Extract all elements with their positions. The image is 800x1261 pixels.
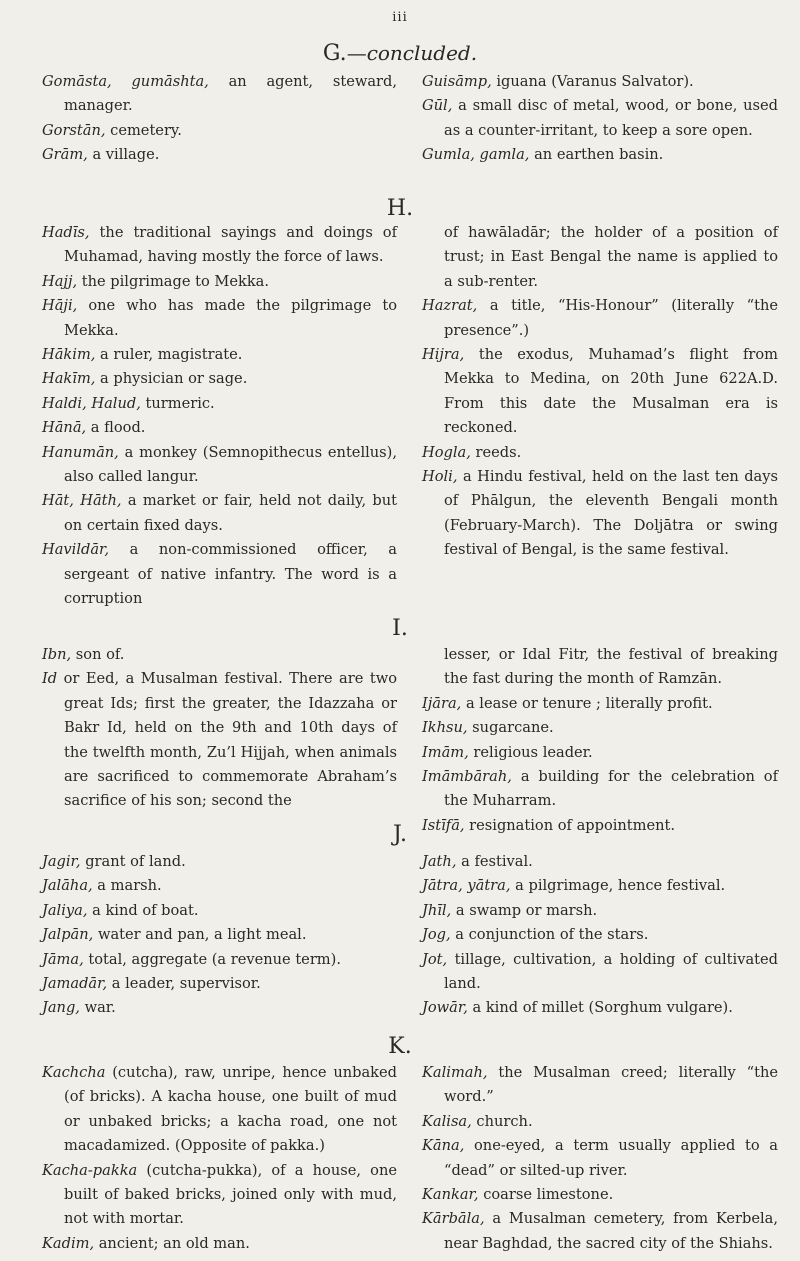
- entry-headword: Jātra, yātra,: [422, 877, 511, 895]
- entry-headword: Id: [42, 670, 58, 688]
- entry-headword: Kacha-pakka: [42, 1161, 138, 1179]
- glossary-entry: [422, 441, 778, 465]
- glossary-entry: [422, 1134, 778, 1183]
- entry-definition: a non-commissioned officer, a sergeant of native infantry. The word is a corruption: [64, 541, 397, 608]
- entry-headword: Jog,: [422, 926, 451, 944]
- glossary-entry: [42, 119, 397, 143]
- entry-headword: Haldi, Halud,: [42, 394, 141, 412]
- section-k-right: [422, 1061, 778, 1256]
- entry-headword: Imāmbārah,: [422, 768, 512, 786]
- entry-definition: or Eed, a Musalman festival. There are two great Ids; first the greater, the Idazzaha or Bakr Id, held on the 9th and 10th days of the twelfth month, Zu’l Hijjah, when animals are sacrificed to commemorate Abraham’s sacrifice of his son; second the: [57, 670, 397, 810]
- entry-headword: Istīfā,: [422, 816, 465, 834]
- glossary-entry: [42, 643, 397, 667]
- entry-definition: a building for the celebration of the Muharram.: [444, 768, 778, 810]
- section-heading-i: I.: [392, 616, 408, 641]
- entry-definition: total, aggregate (a revenue term).: [83, 950, 341, 968]
- entry-definition: a swamp or marsh.: [451, 901, 598, 919]
- entry-headword: Jamadār,: [42, 975, 108, 993]
- entry-headword: Kalisa,: [422, 1112, 472, 1130]
- entry-definition: reeds.: [470, 443, 522, 461]
- entry-definition: a small disc of metal, wood, or bone, used as a counter-irritant, to keep a sore open.: [444, 97, 778, 139]
- glossary-entry: [42, 70, 397, 119]
- section-j-left: [42, 850, 397, 1021]
- glossary-entry: [42, 899, 397, 923]
- section-heading-g: [0, 40, 800, 67]
- glossary-entry: [422, 1207, 778, 1256]
- glossary-entry: [422, 1110, 778, 1134]
- glossary-entry: [42, 923, 397, 947]
- entry-headword: Hāji,: [42, 297, 78, 315]
- glossary-entry: [42, 1232, 397, 1256]
- entry-headword: Havildār,: [42, 541, 110, 559]
- entry-headword: Hāt, Hāth,: [42, 492, 122, 510]
- entry-definition: the traditional sayings and doings of Muhamad, having mostly the force of laws.: [64, 224, 397, 266]
- entry-definition: one who has made the pilgrimage to Mekka.: [64, 297, 397, 339]
- entry-headword: Hajj,: [42, 272, 78, 290]
- entry-definition: a leader, supervisor.: [107, 975, 261, 993]
- glossary-entry: [42, 489, 397, 538]
- glossary-entry: [422, 294, 778, 343]
- glossary-entry: [42, 416, 397, 440]
- entry-definition: son of.: [71, 646, 125, 663]
- glossary-entry: [42, 367, 397, 391]
- glossary-entry: [422, 1183, 778, 1207]
- glossary-entry: [42, 667, 397, 813]
- entry-definition: an agent, steward, manager.: [64, 73, 397, 115]
- glossary-entry: [422, 899, 778, 923]
- entry-headword: Jhīl,: [422, 901, 452, 919]
- glossary-entry: [42, 270, 397, 294]
- entry-headword: Jowār,: [422, 999, 468, 1017]
- entry-headword: Imām,: [422, 743, 469, 761]
- entry-headword: Hazrat,: [422, 297, 478, 315]
- glossary-entry: [422, 692, 778, 716]
- glossary-entry: [422, 850, 778, 874]
- glossary-entry: [422, 996, 778, 1020]
- section-h-left: [42, 221, 397, 612]
- section-h-right: [422, 221, 778, 563]
- entry-definition: a conjunction of the stars.: [450, 926, 649, 944]
- section-j-right: [422, 850, 778, 1021]
- entry-definition: a flood.: [86, 419, 146, 437]
- entry-definition: cemetery.: [105, 121, 182, 139]
- entry-headword: Jalāha,: [42, 877, 93, 895]
- entry-definition: a market or fair, held not daily, but on certain fixed days.: [64, 492, 397, 534]
- section-k-left: [42, 1061, 397, 1256]
- glossary-entry: [42, 221, 397, 270]
- entry-definition: the exodus, Muhamad’s flight from Mekka to Medina, on 20th June 622A.D. From this date the Musalman era is reckoned.: [444, 346, 778, 437]
- entry-definition: a lease or tenure ; literally profit.: [461, 694, 713, 712]
- glossary-entry: [42, 538, 397, 611]
- entry-definition: resignation of appointment.: [464, 816, 676, 834]
- glossary-entry: [42, 392, 397, 416]
- entry-headword: Jāma,: [42, 950, 84, 968]
- glossary-entry: [422, 874, 778, 898]
- entry-headword: Jath,: [422, 853, 457, 870]
- entry-definition: a marsh.: [92, 877, 162, 895]
- entry-headword: Holi,: [422, 468, 458, 486]
- entry-headword: Hānā,: [42, 419, 87, 437]
- glossary-entry: [42, 972, 397, 996]
- entry-headword: Kachcha: [42, 1064, 106, 1081]
- glossary-entry: [42, 996, 397, 1020]
- entry-headword: Hadīs,: [42, 224, 90, 241]
- glossary-entry: [422, 716, 778, 740]
- section-suffix: —concluded.: [346, 41, 478, 65]
- entry-headword: Ibn,: [42, 646, 72, 663]
- entry-headword: Kāna,: [422, 1137, 465, 1155]
- entry-definition: a Musalman cemetery, from Kerbela, near Baghdad, the sacred city of the Shiahs.: [444, 1210, 778, 1252]
- glossary-entry: [422, 70, 778, 94]
- entry-definition: coarse limestone.: [478, 1186, 614, 1204]
- entry-definition: the Musalman creed; literally “the word.”: [444, 1064, 778, 1106]
- section-letter: G.: [322, 41, 347, 66]
- entry-headword: Gorstān,: [42, 121, 106, 139]
- entry-definition: (cutcha-pukka), of a house, one built of baked bricks, joined only with mud, not with mortar.: [64, 1161, 397, 1228]
- entry-headword: Hogla,: [422, 443, 471, 461]
- glossary-entry: [42, 294, 397, 343]
- glossary-entry: [422, 465, 778, 563]
- entry-definition: a monkey (Semnopithecus entellus), also called langur.: [64, 443, 397, 486]
- entry-definition: lesser, or Idal Fitr, the festival of breaking the fast during the month of Ramzān.: [444, 646, 778, 688]
- entry-headword: Kankar,: [422, 1186, 479, 1204]
- entry-headword: Kārbāla,: [422, 1210, 485, 1228]
- entry-definition: a ruler, magistrate.: [95, 346, 243, 364]
- entry-headword: Jagir,: [42, 853, 81, 870]
- glossary-entry: [42, 1159, 397, 1232]
- entry-headword: Kalimah,: [422, 1064, 488, 1081]
- entry-definition: a Hindu festival, held on the last ten days of Phālgun, the eleventh Bengali month (February-March). The Doljātra or swing festival of Bengal, is the same festival.: [444, 468, 778, 559]
- entry-headword: Grām,: [42, 146, 88, 164]
- glossary-entry: [422, 741, 778, 765]
- entry-definition: religious leader.: [468, 743, 593, 761]
- entry-definition: iguana (Varanus Salvator).: [491, 73, 694, 90]
- section-g-right: [422, 70, 778, 168]
- glossary-entry: [422, 948, 778, 997]
- entry-definition: a kind of millet (Sorghum vulgare).: [467, 999, 733, 1017]
- glossary-entry: [422, 143, 778, 167]
- entry-definition: of hawāladār; the holder of a position of trust; in East Bengal the name is applied to a sub-renter.: [444, 224, 778, 290]
- entry-definition: a title, “His-Honour” (literally “the presence”.): [444, 297, 778, 339]
- entry-definition: grant of land.: [80, 853, 186, 870]
- section-heading-j: J.: [392, 822, 408, 847]
- entry-definition: a kind of boat.: [87, 901, 199, 919]
- entry-headword: Guisāmp,: [422, 73, 492, 90]
- glossary-entry: [42, 948, 397, 972]
- entry-headword: Hakīm,: [42, 370, 96, 388]
- section-i-right: [422, 643, 778, 838]
- page-number: iii: [392, 10, 408, 25]
- entry-definition: a festival.: [456, 853, 533, 870]
- entry-definition: the pilgrimage to Mekka.: [77, 272, 270, 290]
- entry-headword: Ijāra,: [422, 694, 462, 712]
- glossary-entry: [422, 221, 778, 294]
- entry-definition: a pilgrimage, hence festival.: [510, 877, 726, 895]
- section-g-left: [42, 70, 397, 168]
- entry-definition: (cutcha), raw, unripe, hence unbaked (of bricks). A kacha house, one built of mud or unbaked bricks; a kacha road, one not macadamized. (Opposite of pakka.): [64, 1064, 397, 1155]
- entry-headword: Jaliya,: [42, 901, 88, 919]
- entry-headword: Gūl,: [422, 97, 453, 115]
- glossary-entry: [42, 1061, 397, 1159]
- entry-definition: a physician or sage.: [95, 370, 248, 388]
- entry-headword: Gumla, gamla,: [422, 146, 530, 164]
- entry-headword: Hākim,: [42, 346, 96, 364]
- glossary-entry: [42, 850, 397, 874]
- section-heading-h: H.: [386, 196, 414, 221]
- entry-definition: turmeric.: [140, 394, 215, 412]
- glossary-entry: [42, 343, 397, 367]
- entry-definition: a village.: [87, 146, 160, 164]
- entry-headword: Hanumān,: [42, 443, 119, 461]
- entry-headword: Ikhsu,: [422, 719, 468, 737]
- glossary-entry: [42, 874, 397, 898]
- glossary-entry: [422, 643, 778, 692]
- entry-definition: water and pan, a light meal.: [93, 926, 307, 944]
- entry-definition: tillage, cultivation, a holding of cultivated land.: [444, 950, 778, 993]
- entry-headword: Hijra,: [422, 346, 465, 364]
- glossary-entry: [422, 343, 778, 441]
- glossary-entry: [42, 143, 397, 167]
- glossary-entry: [422, 765, 778, 814]
- entry-definition: an earthen basin.: [529, 146, 664, 164]
- glossary-entry: [422, 94, 778, 143]
- entry-headword: Jang,: [42, 999, 80, 1017]
- entry-headword: Kadim,: [42, 1234, 95, 1252]
- glossary-entry: [422, 923, 778, 947]
- glossary-entry: [422, 1061, 778, 1110]
- section-i-left: [42, 643, 397, 814]
- entry-definition: one-eyed, a term usually applied to a “dead” or silted-up river.: [444, 1137, 778, 1179]
- entry-definition: war.: [79, 999, 116, 1017]
- glossary-entry: [42, 441, 397, 490]
- entry-headword: Jot,: [422, 950, 448, 968]
- entry-headword: Jalpān,: [42, 926, 94, 944]
- entry-definition: ancient; an old man.: [94, 1234, 250, 1252]
- entry-definition: church.: [471, 1112, 533, 1130]
- section-heading-k: K.: [388, 1034, 412, 1059]
- entry-headword: Gomāsta, gumāshta,: [42, 73, 209, 90]
- entry-definition: sugarcane.: [467, 719, 554, 737]
